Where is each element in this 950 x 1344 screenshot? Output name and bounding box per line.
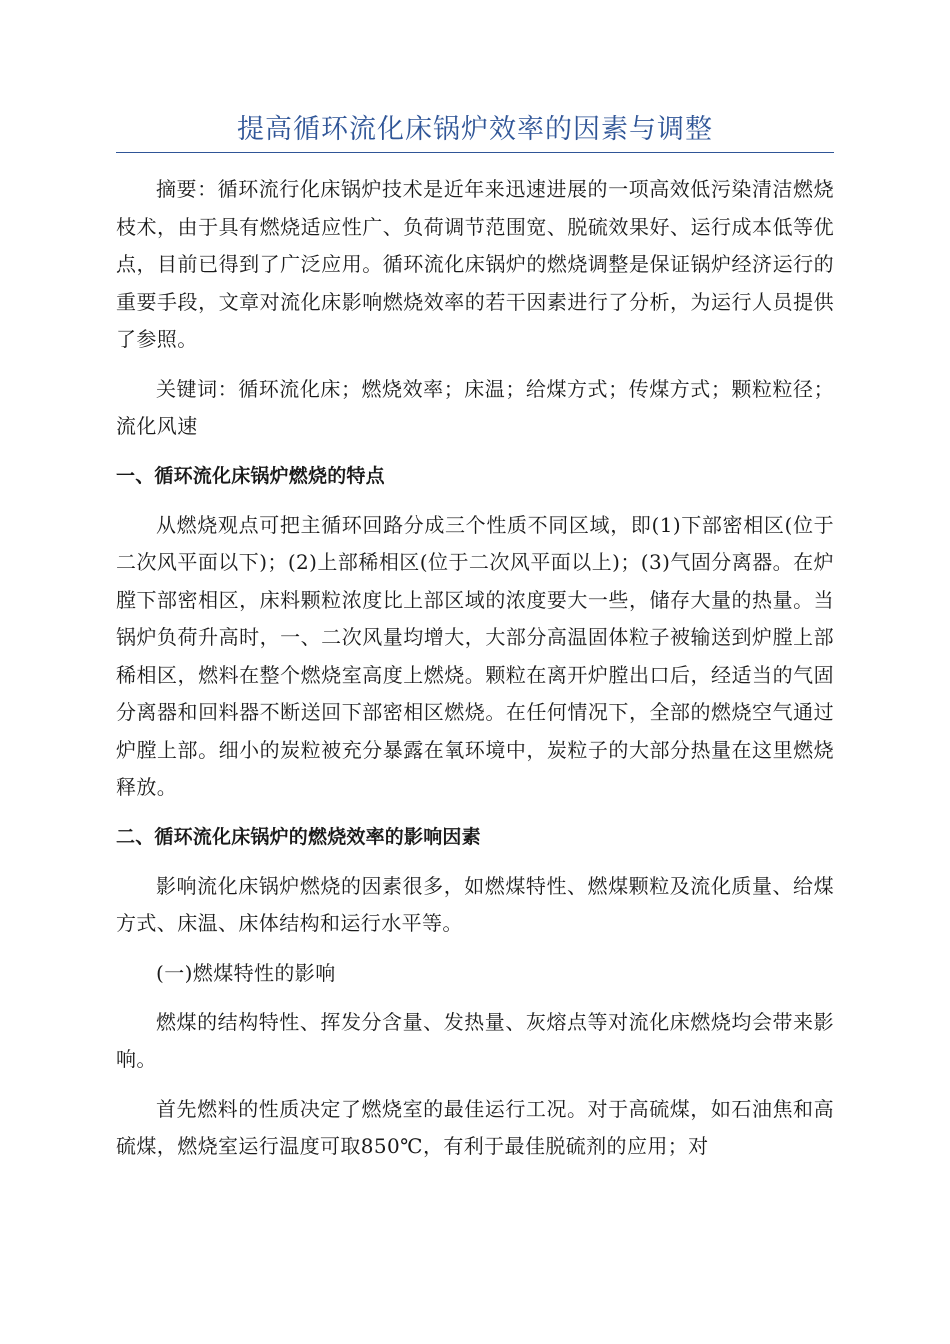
section-2-paragraph-1: 燃煤的结构特性、挥发分含量、发热量、灰熔点等对流化床燃烧均会带来影响。	[116, 1009, 834, 1071]
section-2-paragraph-2: 首先燃料的性质决定了燃烧室的最佳运行工况。对于高硫煤，如石油焦和高硫煤，燃烧室运行温度可取850℃，有利于最佳脱硫剂的应用；对	[116, 1096, 834, 1158]
section-2-intro-paragraph: 影响流化床锅炉燃烧的因素很多，如燃煤特性、燃煤颗粒及流化质量、给煤方式、床温、床体结构和运行水平等。	[116, 873, 834, 935]
document-title: 提高循环流化床锅炉效率的因素与调整	[237, 114, 713, 145]
section-2-subheading: (一)燃煤特性的影响	[156, 960, 336, 985]
section-2-heading: 二、循环流化床锅炉的燃烧效率的影响因素	[116, 825, 481, 848]
section-1-heading: 一、循环流化床锅炉燃烧的特点	[116, 464, 385, 487]
section-1-paragraph: 从燃烧观点可把主循环回路分成三个性质不同区域，即(1)下部密相区(位于二次风平面以下)；(2)上部稀相区(位于二次风平面以上)；(3)气固分离器。在炉膛下部密相区，床料颗粒浓度比上部区域的浓度要大一些，储存大量的热量。当锅炉负荷升高时，一、二次风量均增大，大部分高温固体粒子被输送到炉膛上部稀相区，燃料在整个燃烧室高度上燃烧。颗粒在离开炉膛出口后，经适当的气固分离器和回料器不断送回下部密相区燃烧。在任何情况下，全部的燃烧空气通过炉膛上部。细小的炭粒被充分暴露在氧环境中，炭粒子的大部分热量在这里燃烧释放。	[116, 512, 834, 799]
title-underline	[116, 152, 834, 153]
abstract-paragraph: 摘要：循环流行化床锅炉技术是近年来迅速进展的一项高效低污染清洁燃烧枝术，由于具有燃烧适应性广、负荷调节范围宽、脱硫效果好、运行成本低等优点，目前已得到了广泛应用。循环流化床锅炉的燃烧调整是保证锅炉经济运行的重要手段，文章对流化床影响燃烧效率的若干因素进行了分析，为运行人员提供了参照。	[116, 177, 834, 351]
document-page	[116, 110, 834, 1178]
keywords-paragraph: 关键词：循环流化床；燃烧效率；床温；给煤方式；传煤方式；颗粒粒径；流化风速	[116, 376, 834, 438]
